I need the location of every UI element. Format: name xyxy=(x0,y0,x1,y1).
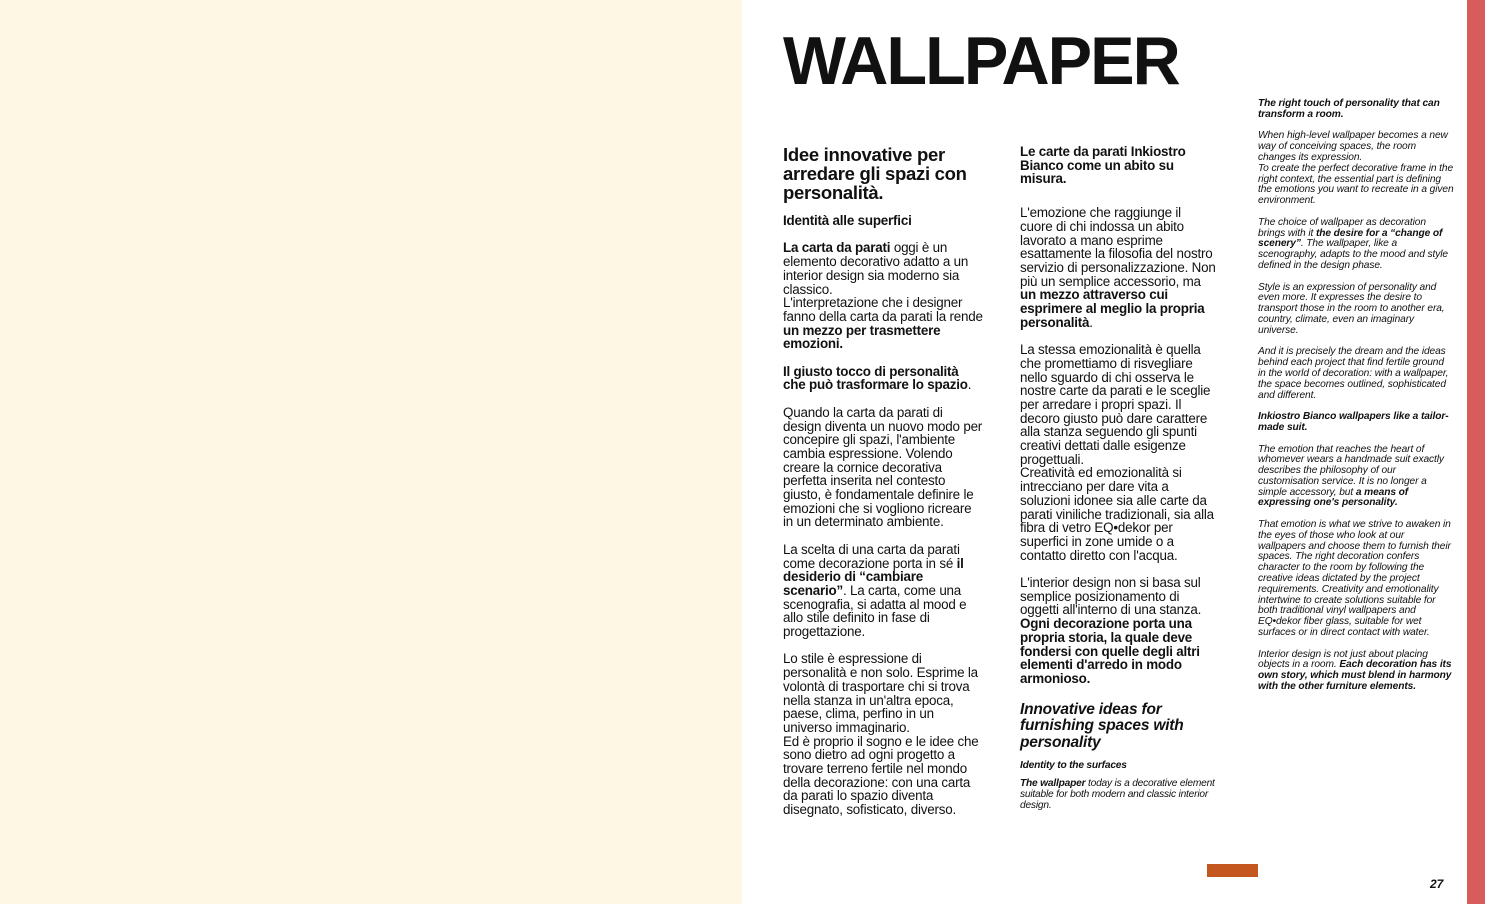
italian-paragraph-9 xyxy=(1020,576,1216,686)
italian-p7-bold: un mezzo attraverso cui esprimere al meglio la propria personalità xyxy=(1020,287,1205,330)
english-p1-bold: The wallpaper xyxy=(1020,777,1086,789)
english-paragraph-8 xyxy=(1258,445,1454,510)
italian-paragraph-6 xyxy=(1020,145,1216,186)
italian-heading: Idee innovative per arredare gli spazi con personalità. xyxy=(783,144,967,203)
english-p3-text2: To create the perfect decorative frame in the right context, the essential part is defining the emotions you want to recreate in a given environment. xyxy=(1258,162,1454,207)
english-paragraph-7 xyxy=(1258,412,1454,434)
italian-p6-bold: Le carte da parati Inkiostro Bianco come un abito su misura. xyxy=(1020,144,1186,187)
italian-p4-bold: il desiderio di “cambiare scenario” xyxy=(783,555,964,598)
english-column xyxy=(1258,99,1454,704)
page-title: WALLPAPER xyxy=(783,23,1179,99)
english-p4-start: The choice of wallpaper as decoration brings with it xyxy=(1258,216,1426,239)
italian-p1-text: oggi è un elemento decorativo adatto a un interior design sia moderno sia classico. xyxy=(783,240,969,297)
english-p3-text1: When high-level wallpaper becomes a new way of conceiving spaces, the room changes its expression. xyxy=(1258,130,1448,163)
page-edge-color-bar xyxy=(1467,0,1485,904)
italian-p5-text1: Lo stile è espressione di personalità e non solo. Esprime la volontà di trasportare chi si trova nella stanza in un'altra epoca, paese, clima, perfino in un universo immaginario. xyxy=(783,651,978,735)
italian-p7-end: . xyxy=(1089,314,1093,330)
english-p10-bold: Each decoration has its own story, which must blend in harmony with the other furniture elements. xyxy=(1258,659,1452,693)
italian-p1-text2-wrap xyxy=(783,296,983,351)
italian-paragraph-7 xyxy=(1020,206,1216,329)
english-p10-start: Interior design is not just about placing objects in a room. xyxy=(1258,648,1428,671)
italian-p9-bold: Ogni decorazione porta una propria storia, la quale deve fondersi con quelle degli altri elementi d'arredo in modo armonioso. xyxy=(1020,616,1200,686)
english-paragraph-2 xyxy=(1258,99,1454,121)
italian-p5-text2: Ed è proprio il sogno e le idee che sono dietro ad ogni progetto a trovare terreno fertile nel mondo della decorazione: con una carta da parati lo spazio diventa disegnato, sofisticato, diverso. xyxy=(783,733,979,818)
english-paragraph-6: And it is precisely the dream and the ideas behind each project that find fertile ground in the world of decoration: with a wallpaper, the space becomes outlined, sophisticated and different. xyxy=(1258,346,1449,401)
italian-p9-start: L'interior design non si basa sul semplice posizionamento di oggetti all'interno di una stanza. xyxy=(1020,575,1202,618)
italian-p8-text2: Creatività ed emozionalità si intrecciano per dare vita a soluzioni idonee sia alle carte da parati viniliche tradizionali, sia alla fibra di vetro EQ•dekor per superfici in zone umide o a contatto diretto con l'acqua. xyxy=(1020,465,1214,563)
english-intro-block xyxy=(1020,761,1216,811)
italian-p4-end: . La carta, come una scenografia, si adatta al mood e allo stile definito in fase di progettazione. xyxy=(783,582,967,640)
english-paragraph-10 xyxy=(1258,650,1454,693)
italian-p2-bold: Il giusto tocco di personalità che può trasformare lo spazio xyxy=(783,363,968,393)
italian-subheading: Identità alle superfici xyxy=(783,213,912,228)
italian-p7-start: L'emozione che raggiunge il cuore di chi indossa un abito lavorato a mano esprime esattamente la filosofia del nostro servizio di personalizzazione. Non più un semplice accessorio, ma xyxy=(1020,205,1216,289)
italian-p4-start: La scelta di una carta da parati come decorazione porta in sé xyxy=(783,541,960,571)
italian-p8-text1: La stessa emozionalità è quella che promettiamo di risvegliare nello sguardo di chi osserva le nostre carte da parati e le sceglie per arredare i propri spazi. Il decoro giusto può dare carattere alla stanza seguendo gli spunti creativi dettati dalle esigenze progettuali. xyxy=(1020,342,1211,467)
english-p8-bold: a means of expressing one's personality. xyxy=(1258,486,1409,509)
english-p1-text: today is a decorative element suitable for both modern and classic interior design. xyxy=(1020,777,1215,811)
english-paragraph-3 xyxy=(1258,131,1454,207)
english-paragraph-1 xyxy=(1020,779,1216,811)
english-p7-bold: Inkiostro Bianco wallpapers like a tailor-made suit. xyxy=(1258,411,1449,433)
italian-p1-bold: La carta da parati xyxy=(783,240,891,256)
english-paragraph-5: Style is an expression of personality and even more. It expresses the desire to transport those in the room to another era, country, climate, even an imaginary universe. xyxy=(1258,281,1445,336)
english-p4-end: . The wallpaper, like a scenography, adapts to the mood and style defined in the design phase. xyxy=(1258,238,1448,271)
left-page-blank xyxy=(0,0,742,904)
italian-p1-text2: L'interpretazione che i designer fanno della carta da parati la rende xyxy=(783,295,983,324)
italian-paragraph-8 xyxy=(1020,343,1216,562)
english-paragraph-4 xyxy=(1258,218,1454,272)
italian-paragraph-3: Quando la carta da parati di design diventa un nuovo modo per concepire gli spazi, l'ambiente cambia espressione. Volendo creare la cornice decorativa perfetta inserita nel contesto giusto, è fondamentale definire le emozioni che si vogliono ricreare in un determinato ambiente. xyxy=(783,404,983,530)
italian-column-1 xyxy=(783,145,983,831)
italian-p1-bold-end: un mezzo per trasmettere emozioni. xyxy=(783,322,941,352)
english-p4-bold: the desire for a “change of scenery” xyxy=(1258,227,1443,250)
italian-paragraph-5 xyxy=(783,652,983,816)
italian-p2-end: . xyxy=(967,377,972,393)
english-paragraph-9: That emotion is what we strive to awaken in the eyes of those who look at our wallpapers and choose them to furnish their spaces. The right decoration confers character to the room by following the creative ideas dictated by the project requirements. Creativity and emotionality intertwine to create solutions suitable for both traditional vinyl wallpapers and EQ•dekor fiber glass, suitable for wet surfaces or in direct contact with water. xyxy=(1258,519,1451,639)
accent-rectangle xyxy=(1207,864,1258,877)
english-subheading-text: Identity to the surfaces xyxy=(1020,760,1127,772)
italian-paragraph-4 xyxy=(783,543,983,639)
italian-paragraph-2 xyxy=(783,365,983,392)
english-p2-bold: The right touch of personality that can transform a room. xyxy=(1258,98,1440,120)
english-heading: Innovative ideas for furnishing spaces with personality xyxy=(1020,700,1184,751)
italian-paragraph-1 xyxy=(783,241,983,351)
english-subheading xyxy=(1020,761,1216,772)
italian-column-2 xyxy=(1020,145,1216,818)
page-number: 27 xyxy=(1430,877,1444,891)
english-p8-start: The emotion that reaches the heart of whomever wears a handmade suit exactly describes the philosophy of our customisation service. It is no longer a simple accessory, but xyxy=(1258,443,1444,498)
